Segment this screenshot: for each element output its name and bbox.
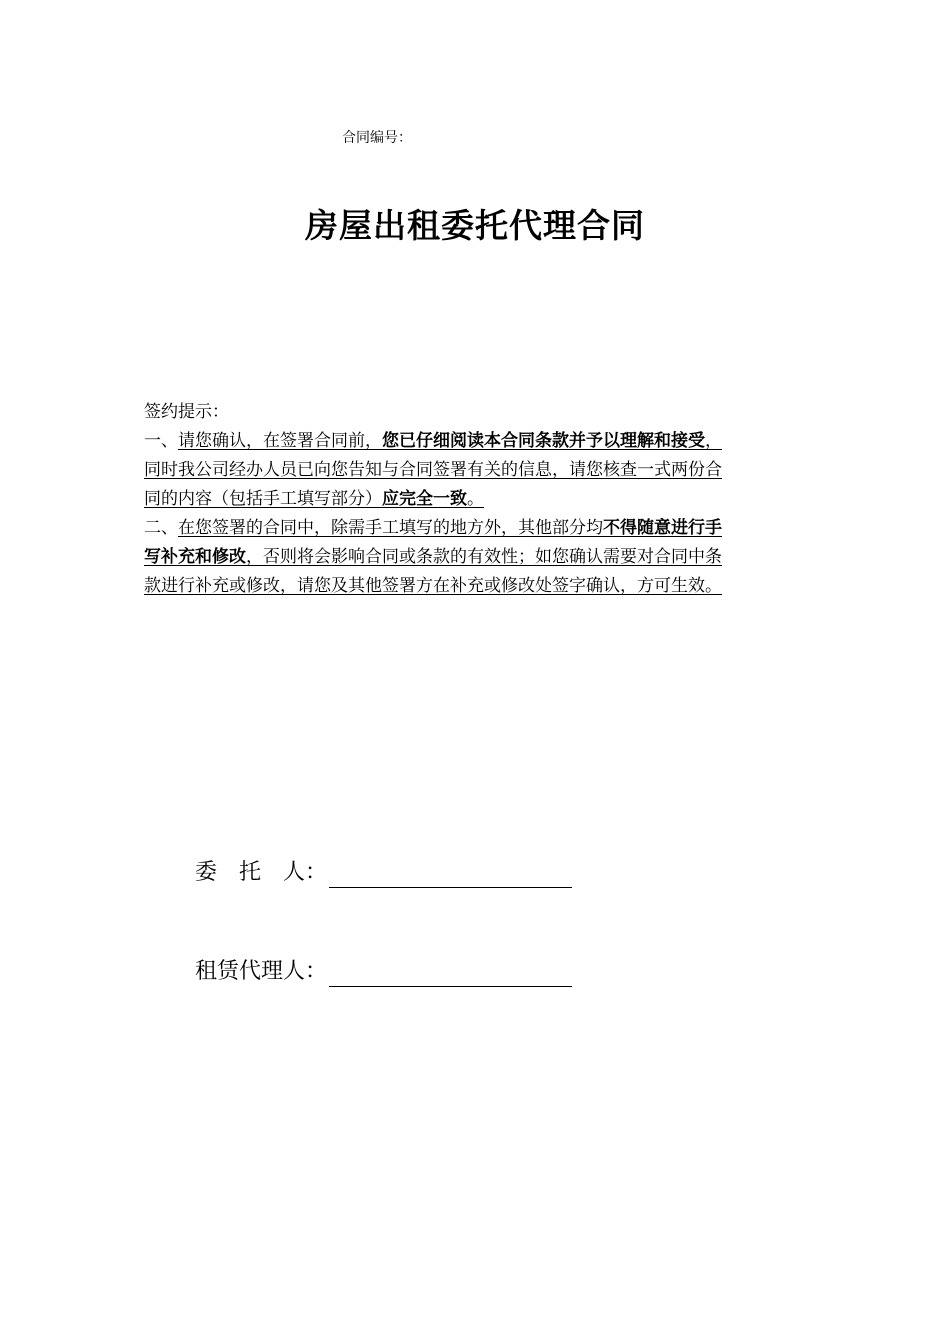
- notice-item-2-prefix: 二、: [144, 518, 178, 538]
- notice-item-1-text-b: ，: [705, 431, 722, 451]
- agent-signature-row: [195, 957, 572, 987]
- notice-item-2-line-3: [144, 572, 809, 601]
- principal-signature-row: [195, 858, 572, 888]
- contract-number-label: 合同编号：: [342, 130, 412, 146]
- notice-item-1-text-d: 同的内容（包括手工填写部分）: [144, 489, 382, 509]
- notice-item-1-line-1: [144, 427, 809, 456]
- notice-item-2-line-2: [144, 543, 809, 572]
- notice-item-2-text-b: ，否则将会影响合同或条款的有效性；如您确认需要对合同中条: [246, 547, 722, 567]
- notice-item-1-bold-a: 您已仔细阅读本合同条款并予以理解和接受: [382, 431, 705, 451]
- agent-signature-line[interactable]: [329, 962, 572, 987]
- document-title: 房屋出租委托代理合同: [305, 206, 645, 245]
- notice-item-1-text-e: 。: [467, 489, 484, 509]
- principal-label: 委 托 人：: [195, 860, 328, 885]
- principal-signature-line[interactable]: [329, 863, 572, 888]
- notice-item-2-text-a: 在您签署的合同中，除需手工填写的地方外，其他部分均: [178, 518, 603, 538]
- signing-notice: [144, 398, 809, 601]
- notice-item-1-bold-b: 应完全一致: [382, 489, 467, 509]
- notice-heading: 签约提示：: [144, 402, 229, 422]
- notice-item-2-text-c: 款进行补充或修改，请您及其他签署方在补充或修改处签字确认，方可生效。: [144, 576, 722, 596]
- notice-item-1-text-c: 同时我公司经办人员已向您告知与合同签署有关的信息，请您核查一式两份合: [144, 460, 722, 480]
- notice-item-1-line-2: [144, 456, 809, 485]
- notice-item-2-line-1: [144, 514, 809, 543]
- notice-item-1-prefix: 一、: [144, 431, 178, 451]
- notice-item-1-line-3: [144, 485, 809, 514]
- notice-item-2-bold-a: 不得随意进行手: [603, 518, 722, 538]
- notice-item-2-bold-b: 写补充和修改: [144, 547, 246, 567]
- notice-item-1-text-a: 请您确认，在签署合同前，: [178, 431, 382, 451]
- agent-label: 租赁代理人：: [195, 959, 328, 984]
